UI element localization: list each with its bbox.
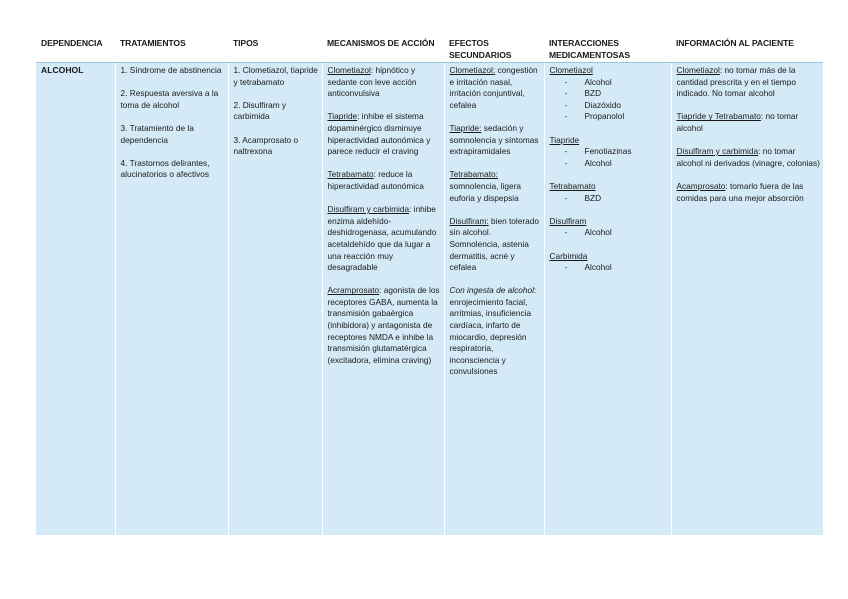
drug-name: Clometiazol: (449, 65, 496, 75)
header-tratamientos: TRATAMIENTOS (115, 34, 228, 63)
mechanism-text: : hipnótico y sedante con leve acción anticonvulsiva (327, 65, 417, 99)
list-item: - Diazóxido (550, 100, 668, 112)
side-effects-cell (444, 63, 544, 536)
patient-info-item (677, 181, 821, 204)
dependency-table (36, 34, 823, 535)
patient-info-text: : no tomar más de la cantidad prescrita y en el tiempo indicado. No tomar alcohol (676, 65, 796, 99)
mechanism-text: : inhibe el sistema dopaminérgico disminuye hiperactividad autonómica y parece reducir el craving (327, 111, 431, 157)
treatments-cell (115, 63, 228, 536)
mechanism-item (328, 169, 441, 192)
alcohol-intake-label: Con ingesta de alcohol (449, 285, 534, 296)
list-item: - Alcohol (550, 158, 668, 170)
list-item: - BZD (550, 193, 668, 205)
side-effect-item (450, 216, 541, 274)
dependency-cell: ALCOHOL (36, 63, 115, 536)
drug-name: Clometiazol (676, 65, 720, 75)
interaction-list (550, 193, 668, 205)
patient-info-text: : no tomar alcohol ni derivados (vinagre, colonias) (676, 146, 820, 168)
mechanism-item (328, 111, 441, 157)
header-informacion: INFORMACIÓN AL PACIENTE (671, 34, 823, 63)
drug-name: Clometiazol (549, 65, 593, 75)
side-effect-text: bien tolerado sin alcohol. Somnolencia, astenia dermatitis, acné y cefalea (449, 215, 539, 273)
treatment-item: 4. Trastornos delirantes, alucinatorios o afectivos (120, 157, 210, 180)
list-item: - Alcohol (550, 227, 668, 239)
type-item: 3. Acamprosato o naltrexona (233, 134, 299, 157)
interactions-cell (544, 63, 671, 536)
header-mecanismos: MECANISMOS DE ACCIÓN (322, 34, 444, 63)
drug-name: Disulfiram (549, 215, 587, 226)
side-effect-item (450, 65, 541, 111)
side-effect-item (450, 285, 541, 378)
patient-info-item (677, 146, 821, 169)
side-effect-text: sedación y somnolencia y síntomas extrapiramidales (449, 122, 539, 157)
header-tipos: TIPOS (228, 34, 322, 63)
list-item: - BZD (550, 88, 668, 100)
list-item: - Alcohol (550, 77, 668, 89)
drug-name: Tiapride (327, 111, 358, 122)
drug-name: Disulfiram y carbimida (327, 204, 410, 215)
drug-name: Acamprosato (676, 180, 726, 191)
type-item: 1. Clometiazol, tiapride y tetrabamato (233, 65, 318, 87)
mechanism-item (328, 65, 441, 100)
header-efectos: EFECTOS SECUNDARIOS (444, 34, 544, 63)
side-effect-item (450, 123, 541, 158)
patient-info-text: : tomarlo fuera de las comidas para una mejor absorción (676, 180, 804, 203)
patient-info-text: : no tomar alcohol (676, 111, 799, 133)
list-item: - Alcohol (550, 262, 668, 274)
side-effect-text: : enrojecimiento facial, arritmias, insuficiencia cardíaca, infarto de miocardio, depresión respiratoria, inconsciencia y convulsiones (449, 285, 537, 377)
list-item: - Fenotiazinas (550, 146, 668, 158)
header-row (36, 34, 823, 63)
drug-name: Carbimida (549, 250, 588, 261)
types-cell (228, 63, 322, 536)
patient-info-item (677, 65, 821, 100)
mechanism-item (328, 285, 441, 366)
drug-name: Tiapride (549, 134, 580, 145)
drug-name: Tetrabamato (549, 180, 596, 191)
list-item: - Propanolol (550, 111, 668, 123)
mechanisms-cell (322, 63, 444, 536)
patient-info-item (677, 111, 821, 134)
mechanism-text: : agonista de los receptores GABA, aumenta la transmisión gabaérgica (inhibidora) y antagonista de receptores NMDA e inhibe la transmisión glutamatérgica (excitadora, elimina craving) (327, 285, 440, 365)
side-effect-text: congestión e irritación nasal, irritación conjuntival, cefalea (449, 65, 538, 110)
drug-name: Disulfiram: (449, 215, 489, 226)
header-dependencia: DEPENDENCIA (36, 34, 115, 63)
interaction-list (550, 262, 668, 274)
treatment-item: 3. Tratamiento de la dependencia (120, 122, 194, 145)
mechanism-item (328, 204, 441, 274)
drug-name: Tetrabamato (327, 169, 374, 180)
type-item: 2. Disulfiram y carbimida (233, 99, 287, 122)
treatment-item: 2. Respuesta aversiva a la toma de alcohol (120, 88, 219, 110)
side-effect-text: somnolencia, ligera euforia y dispepsia (449, 180, 521, 203)
interaction-list (550, 227, 668, 239)
drug-name: Tiapride: (449, 122, 482, 133)
treatment-item: 1. Síndrome de abstinencia (120, 65, 222, 75)
interaction-list (550, 77, 668, 123)
header-interacciones: INTERACCIONES MEDICAMENTOSAS (544, 34, 671, 63)
drug-name: Disulfiram y carbimida (676, 146, 759, 157)
drug-name: Acramprosato (327, 285, 380, 296)
drug-name: Tetrabamato: (449, 169, 498, 180)
drug-name: Tiapride y Tetrabamato (676, 111, 761, 122)
table-row (36, 63, 823, 536)
side-effect-item (450, 169, 541, 204)
drug-name: Clometiazol (327, 65, 371, 75)
patient-info-cell (671, 63, 823, 536)
interaction-list (550, 146, 668, 169)
mechanism-text: : reduce la hiperactividad autonómica (327, 169, 424, 191)
mechanism-text: : inhibe enzima aldehído-deshidrogenasa, acumulando acetaldehído que da lugar a una reacción muy desagradable (327, 204, 437, 273)
